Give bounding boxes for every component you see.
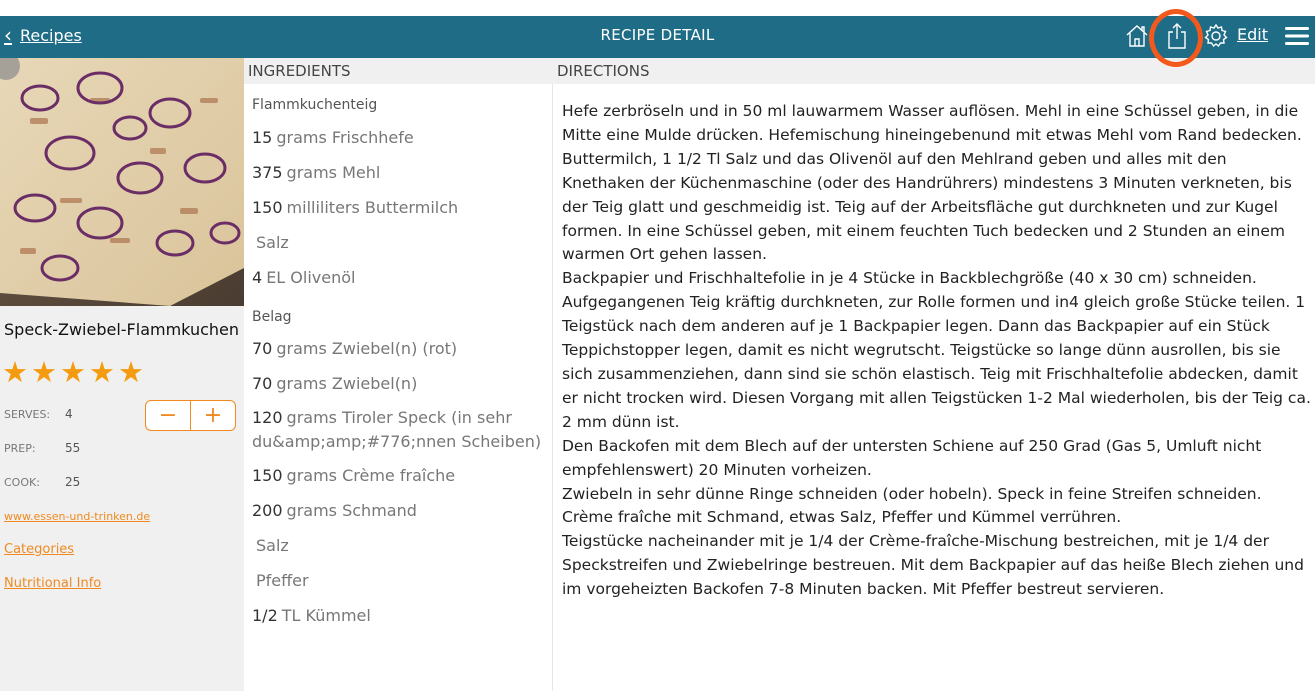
star-icon[interactable]: ★ [60,355,86,389]
directions-text [562,100,1312,602]
direction-step: Hefe zerbröseln und in 50 ml lauwarmem Wasser auflösen. Mehl in eine Schüssel geben, in die Mitte eine Mulde drücken. Hefemischung hineingebenund mit etwas Mehl vom Rand bedecken. Buttermilch, 1 1/2 Tl Salz und das Olivenöl auf den Mehlrand geben und alles mit den Knethaken der Küchenmaschine (oder des Handrührers) mindestens 3 Minuten verkneten, bis der Teig glatt und geschmeidig ist. Teig auf der Arbeitsfläche gut durchkneten und zur Kugel formen. In eine Schüssel geben, mit einem feuchten Tuch bedecken und 2 Stunden an einem warmen Ort gehen lassen. [562,102,1302,264]
directions-header: DIRECTIONS [553,58,1315,84]
ingredient-qty: 70 [252,339,273,358]
increase-serves-button[interactable]: + [203,403,223,428]
ingredients-panel [244,58,553,691]
direction-step: Zwiebeln in sehr dünne Ringe schneiden (oder hobeln). Speck in feine Streifen schneiden. Crème fraîche mit Schmand, etwas Salz, Pfeffer und Kümmel verrühren. [562,484,1262,527]
star-icon[interactable]: ★ [31,355,57,389]
ingredient-qty: 200 [252,501,283,520]
ingredient-text: grams Tiroler Speck (in sehr du&amp;amp;#776;nnen Scheiben) [252,408,542,451]
back-label: Recipes [20,25,82,45]
cook-label: COOK: [4,476,40,489]
page-title: RECIPE DETAIL [600,26,715,44]
cook-value: 25 [65,475,81,489]
ingredient-text: milliliters Buttermilch [286,198,459,217]
ingredient-qty: 150 [252,466,283,485]
ingredient-group-title: Flammkuchenteig [252,97,378,113]
ingredient-text: EL Olivenöl [266,268,356,287]
status-strip [0,0,1315,16]
source-link[interactable]: www.essen-und-trinken.de [4,510,151,523]
ingredient-item [252,231,542,255]
direction-step: Den Backofen mit dem Blech auf der untersten Schiene auf 250 Grad (Gas 5, Umluft nicht empfehlenswert) 20 Minuten vorheizen. [562,436,1262,479]
ingredient-qty: 4 [252,268,263,287]
ingredient-qty: 70 [252,374,273,393]
gear-icon[interactable] [1201,21,1231,51]
directions-panel [553,58,1315,691]
direction-step: Backpapier und Frischhaltefolie in je 4 Stücke in Backblechgröße (40 x 30 cm) schneiden. Aufgegangenen Teig kräftig durchkneten, zur Rolle formen und in4 gleich große Stücke teilen. 1 Teigstück nach dem anderen auf je 1 Backpapier legen. Dann das Backpapier auf ein Stück Teppichstopper legen, damit es nicht wegrutscht. Teigstücke so lange dünn ausrollen, bis sie sich zusammenziehen, dann sind sie schön elastisch. Teig mit Frischhaltefolie abdecken, damit er nicht trocken wird. Diesen Vorgang mit allen Teigstücken 1-2 Mal wiederholen, bis der Teig ca. 2 mm dünn ist. [562,269,1311,431]
edit-button[interactable]: Edit [1237,25,1268,44]
ingredient-text: Pfeffer [256,571,309,590]
recipe-photo [0,58,244,306]
share-icon[interactable] [1162,21,1192,51]
ingredient-qty: 120 [252,408,283,427]
ingredient-item [252,266,542,290]
serves-stepper [145,400,236,431]
star-icon[interactable]: ★ [89,355,115,389]
ingredient-text: grams Zwiebel(n) (rot) [276,339,458,358]
home-icon[interactable] [1122,21,1152,51]
prep-value: 55 [65,441,81,455]
star-icon[interactable]: ★ [118,355,144,389]
ingredient-item [252,161,542,185]
categories-link[interactable]: Categories [4,542,75,557]
navbar [0,16,1315,58]
ingredient-item [252,499,542,523]
ingredient-item [252,406,542,454]
ingredient-text: grams Frischhefe [276,128,414,147]
ingredient-qty: 150 [252,198,283,217]
star-icon[interactable]: ★ [2,355,28,389]
serves-value: 4 [65,407,73,421]
ingredient-item [252,604,542,628]
ingredient-text: grams Mehl [286,163,381,182]
ingredient-item [252,337,542,361]
ingredient-item [252,534,542,558]
rating-stars[interactable] [2,355,144,389]
ingredient-text: TL Kümmel [281,606,371,625]
prep-label: PREP: [4,442,36,455]
ingredient-text: grams Schmand [286,501,417,520]
ingredient-qty: 15 [252,128,273,147]
nutritional-info-link[interactable]: Nutritional Info [4,576,102,591]
ingredient-item [252,196,542,220]
ingredient-item [252,372,542,396]
ingredient-text: Salz [256,233,289,252]
ingredient-text: grams Crème fraîche [286,466,456,485]
ingredient-group-title: Belag [252,309,292,325]
ingredient-qty: 1/2 [252,606,278,625]
ingredients-header: INGREDIENTS [244,58,553,84]
direction-step: Teigstücke nacheinander mit je 1/4 der Crème-fraîche-Mischung bestreichen, mit je 1/4 der Speckstreifen und Zwiebelringe bestreuen. Mit dem Backpapier auf das heiße Blech ziehen und im vorgeheizten Backofen 7-8 Minuten backen. Mit Pfeffer bestreut servieren. [562,532,1304,599]
serves-label: SERVES: [4,408,51,421]
ingredient-text: grams Zwiebel(n) [276,374,418,393]
ingredient-item [252,464,542,488]
menu-icon[interactable] [1282,21,1312,51]
recipe-summary-panel [0,58,244,691]
recipe-name: Speck-Zwiebel-Flammkuchen [4,320,240,339]
ingredient-qty: 375 [252,163,283,182]
decrease-serves-button[interactable]: − [158,403,178,428]
ingredient-text: Salz [256,536,289,555]
ingredient-item [252,126,542,150]
chevron-left-icon: ‹ [4,23,12,47]
ingredient-item [252,569,542,593]
